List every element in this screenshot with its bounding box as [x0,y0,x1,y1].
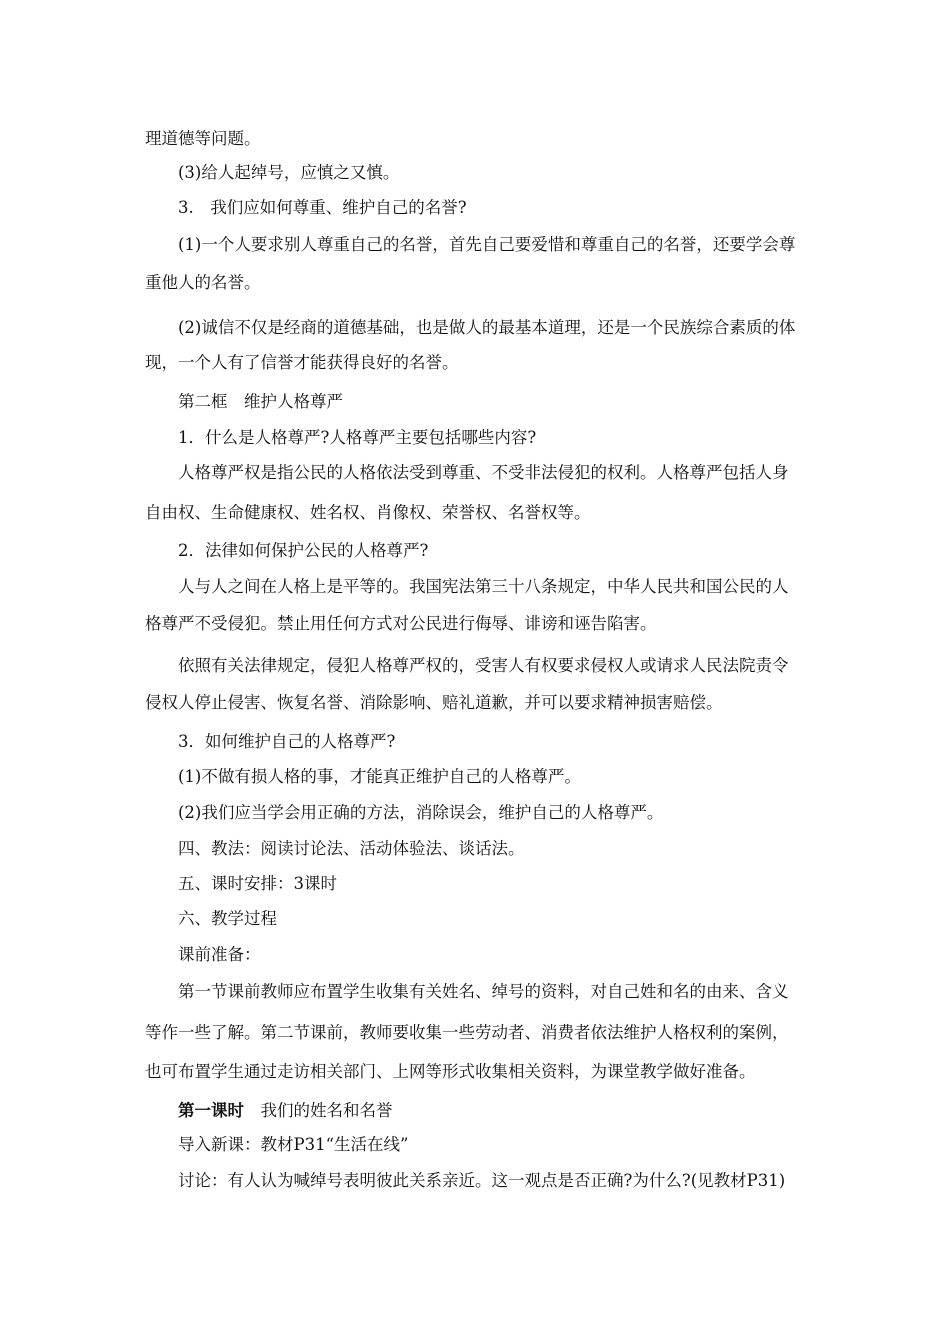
text-line: 五、课时安排：3课时 [178,874,337,893]
text-line: 现，一个人有了信誉才能获得良好的名誉。 [145,353,459,372]
text-line: (2)我们应当学会用正确的方法，消除误会，维护自己的人格尊严。 [178,803,664,822]
text-line: 1．什么是人格尊严?人格尊严主要包括哪些内容? [178,428,537,447]
text-line: 讨论：有人认为喊绰号表明彼此关系亲近。这一观点是否正确?为什么?(见教材P31) [178,1171,786,1190]
lesson-heading-bold: 第一课时 [178,1101,244,1120]
text-line: 自由权、生命健康权、姓名权、肖像权、荣誉权、名誉权等。 [145,503,591,522]
text-line: 3．如何维护自己的人格尊严? [178,732,396,751]
text-line: 格尊严不受侵犯。禁止用任何方式对公民进行侮辱、诽谤和诬告陷害。 [145,614,657,633]
text-line: 重他人的名誉。 [145,273,261,292]
text-line: 人与人之间在人格上是平等的。我国宪法第三十八条规定，中华人民共和国公民的人 [178,577,789,596]
section-heading: 第二框 维护人格尊严 [178,392,343,411]
text-line: 课前准备： [178,945,261,964]
text-line: (3)给人起绰号，应慎之又慎。 [178,163,400,182]
lesson-heading [178,1100,393,1122]
text-line: 侵权人停止侵害、恢复名誉、消除影响、赔礼道歉，并可以要求精神损害赔偿。 [145,693,723,712]
text-line: 依照有关法律规定，侵犯人格尊严权的，受害人有权要求侵权人或请求人民法院责令 [178,656,789,675]
text-line: 理道德等问题。 [145,129,261,148]
text-line: 等作一些了解。第二节课前，教师要收集一些劳动者、消费者依法维护人格权利的案例， [145,1023,789,1042]
lesson-heading-title: 我们的姓名和名誉 [244,1101,393,1120]
text-line: 2．法律如何保护公民的人格尊严? [178,541,429,560]
text-line: 3. 我们应如何尊重、维护自己的名誉? [178,198,467,217]
text-line: 六、教学过程 [178,909,277,928]
text-line: (1)一个人要求别人尊重自己的名誉，首先自己要爱惜和尊重自己的名誉，还要学会尊 [178,235,796,254]
text-line: 四、教法：阅读讨论法、活动体验法、谈话法。 [178,839,525,858]
text-line: 也可布置学生通过走访相关部门、上网等形式收集相关资料，为课堂教学做好准备。 [145,1062,756,1081]
text-line: 导入新课：教材P31“生活在线” [178,1135,409,1154]
text-line: (1)不做有损人格的事，才能真正维护自己的人格尊严。 [178,767,581,786]
text-line: 人格尊严权是指公民的人格依法受到尊重、不受非法侵犯的权利。人格尊严包括人身 [178,463,789,482]
text-line: (2)诚信不仅是经商的道德基础，也是做人的最基本道理，还是一个民族综合素质的体 [178,318,796,337]
text-line: 第一节课前教师应布置学生收集有关姓名、绰号的资料，对自己姓和名的由来、含义 [178,982,789,1001]
